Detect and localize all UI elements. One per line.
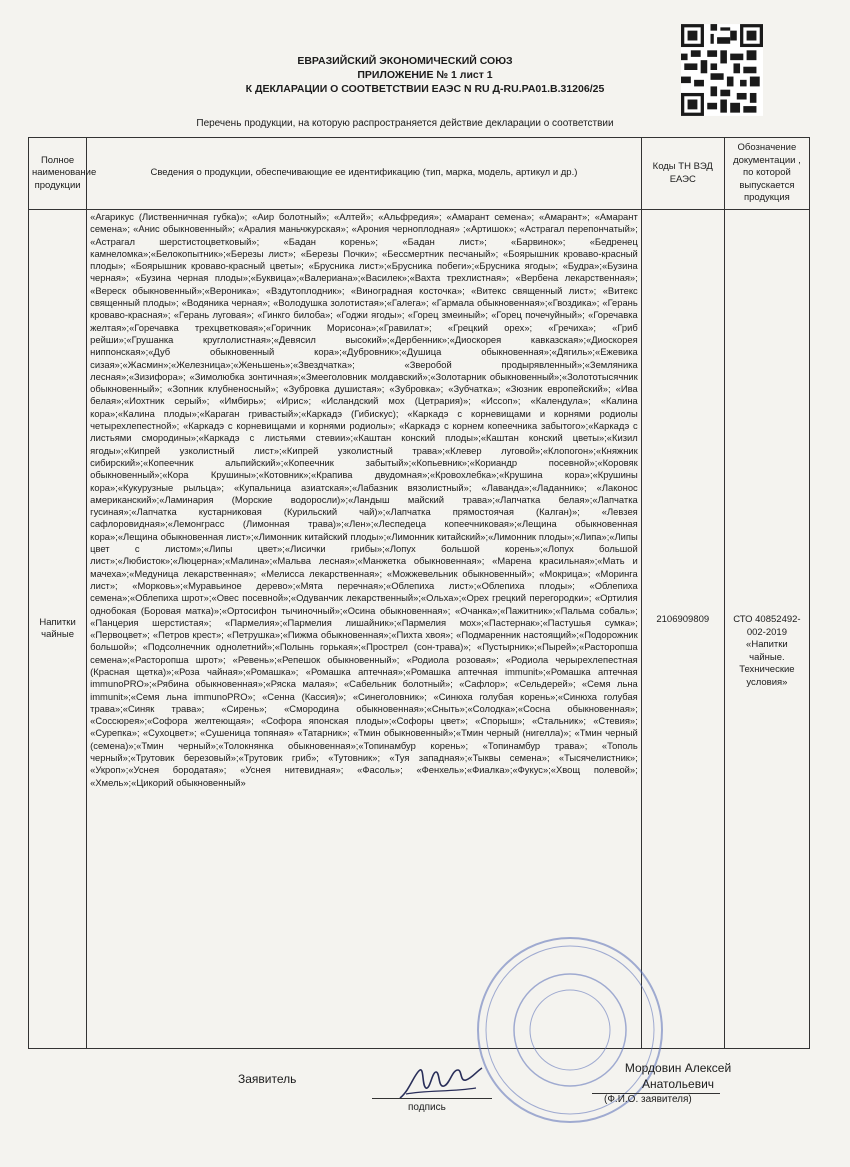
table-row — [29, 210, 810, 1049]
header-appendix: ПРИЛОЖЕНИЕ № 1 лист 1 — [357, 69, 493, 81]
product-table — [28, 137, 810, 1049]
header-union-title: ЕВРАЗИЙСКИЙ ЭКОНОМИЧЕСКИЙ СОЮЗ — [297, 55, 513, 67]
header-documentation: Обозначение документации , по которой выпускается продукция — [724, 138, 809, 210]
header-product-name: Полное наименование продукции — [29, 138, 87, 210]
header-product-info: Сведения о продукции, обеспечивающие ее идентификацию (тип, марка, модель, артикул и др.) — [87, 138, 642, 210]
fio-label: (Ф.И.О. заявителя) — [604, 1094, 692, 1105]
header-hs-codes: Коды ТН ВЭД ЕАЭС — [641, 138, 724, 210]
header-declaration-number: К ДЕКЛАРАЦИИ О СООТВЕТСТВИИ ЕАЭС N RU Д-RU.PA01.B.31206/25 — [245, 83, 605, 95]
product-list-text: «Агарикус (Лиственничная губка)»; «Аир болотный»; «Алтей»; «Альфредия»; «Амарант семена»; «Амарант»; «Амарант семена»; «Анис обыкновенный»; «Аралия маньчжурская»; «Арония черноплодная» ;«Артишок»; «Астрагал перепончатый»; «Астрагал шерстистоцветковый»; «Бадан корень»; «Бадан лист»; «Барвинок»; «Бедренец камнеломка»;«Белокопытник»;«Березы лист»; «Березы Почки»; «Бессмертник песчаный»; «Боярышник кроваво-красный плоды»; «Боярышник кроваво-красный цветы»; «Брусника лист»;«Брусника побеги»;«Брусника ягоды»; «Будра»;«Бузина черная»; «Бузина черная плоды»;«Буквица»;«Валериана»;«Василек»;«Вахта трехлистная»; «Вербена лекарственная»; «Вереск обыкновенный»;«Вероника»; «Вздутоплодник»; «Виноградная косточка»; «Витекс священный лист»; «Витекс священный плоды»; «Водяника черная»; «Володушка золотистая»;«Галега»; «Гармала обыкновенная»;«Гвоздика»; «Герань кроваво-красная»; «Герань луговая»; «Гинкго билоба»; «Годжи ягоды»; «Горец змеиный»; «Горец почечуйный»; «Горечавка желтая»;«Горечавка трехцветковая»;«Горичник Морисона»;«Гравилат»; «Грецкий орех»; «Гречиха»; «Гриб рейши»;«Грушанка круглолистная»;«Девясил высокий»;«Дербенник»;«Диоскорея кавказская»;«Диоскорея ниппонская»;«Дуб обыкновенный кора»;«Дубровник»;«Душица обыкновенная»;«Дягиль»;«Ежевика сизая»;«Жасмин»;«Железница»;«Женьшень»;«Звездчатка»; «Зверобой продырявленный»;«Земляника лесная»;«Зизифора»; «Зимолюбка зонтичная»;«Змееголовник молдавский»;«Золотарник обыкновенный»;«Золототысячник обыкновенный»; «Зопник клубненосный»; «Зубровка душистая»; «Зубровка»; «Зубчатка»; «Зюзник европейский»; «Ива белая»;«Иохтник серый»; «Имбирь»; «Ирис»; «Исландский мох (Цетрария)»; «Иссоп»; «Календула»; «Калина кора»;«Калина плоды»;«Караган гривастый»;«Каркадэ (Гибискус); «Каркадэ с корневищами и корнями родиолы четырехлепестной»; «Каркадэ с корневищами и корнями родиолы»; «Каркадэ с корнем копеечника забытого»;«Каркадэ с листьями смородины»;«Каркадэ с листьями стевии»;«Каштан конский плоды»;«Каштан конский цветы»;«Кизил ягоды»;«Кипрей узколистный лист»;«Кипрей узколистный трава»;«Клевер луговой»;«Клопогон»;«Княжник сибирский»;«Копеечник альпийский»;«Копеечник забытый»;«Копьевник»;«Кориандр посевной»;«Коровяк обыкновенный»;«Кора Крушины»;«Котовник»;«Крапива двудомная»;«Кровохлебка»;«Крушина кора»;«Крушины кора»;«Кукурузные рыльца»; «Купальница азиатская»;«Лабазник вязолистный»; «Лаванда»;«Ладанник»; «Лаконос американский»;«Ламинария (Морские водоросли)»;«Ландыш майский трава»;«Лапчатка белая»;«Лапчатка гусиная»;«Лапчатка кустарниковая (Курильский чай)»;«Лапчатка прямостоячая (Калган)»; «Левзея сафлоровидная»;«Лемонграсс (Лимонная трава)»;«Лен»;«Леспедеца копеечниковая»;«Лещина обыкновенная кора»;«Лещина обыкновенная лист»;«Лимонник китайский плоды»;«Лимонник китайский»;«Лимонник плоды»;«Липа»;«Липы цвет с листом»;«Липы цвет»;«Лисички грибы»;«Лопух большой корень»;«Лопух большой лист»;«Любисток»;«Люцерна»;«Малина»;«Мальва лесная»;«Манжетка обыкновенная»; «Марена красильная»;«Мать и мачеха»;«Медуница лекарственная»; «Мелисса лекарственная»; «Можжевельник обыкновенный»; «Мокрица»; «Моринга лист»; «Морковь»;«Муравьиное дерево»;«Мята перечная»;«Облепиха лист»;«Облепиха плоды»; «Облепиха семена»;«Облепиха шрот»;«Овес посевной»;«Одуванчик лекарственный»;«Ольха»;«Орех грецкий перегородки»; «Ортилия однобокая (Боровая матка)»;«Ортосифон тычиночный»;«Осина обыкновенная»; «Очанка»;«Пажитник»;«Пальма собаль»; «Панцерия шерстистая»; «Пармелия»;«Пармелия лишайник»;«Пармелия мох»;«Пастернак»;«Пастушья сумка»; «Первоцвет»; «Петров крест»; «Петрушка»;«Пижма обыкновенная»;«Пихта хвоя»; «Подмаренник настоящий»;«Подорожник большой»; «Подсолнечник однолетний»;«Полынь горькая»;«Прострел (сон-трава)»; «Пустырник»;«Пырей»;«Расторопша семена»;«Расторопша шрот»; «Ревень»;«Репешок обыкновенный»; «Родиола розовая»; «Родиола черырехлепестная (Красная щетка)»;«Роза чайная»;«Ромашка»; «Ромашка аптечная»;«Ромашка аптечная immunit»;«Ромашка аптечная immunoPRO»;«Рябина обыкновенная»;«Ряска малая»; «Сабельник болотный»; «Сафлор»; «Сельдерей»; «Семя льна immunit»;«Семя льна immunoPRO»; «Сенна (Кассия)»; «Синеголовник»; «Синюха голубая корень»;«Синюха голубая трава»;«Синяк трава»; «Сирень»; «Смородина обыкновенная»;«Сныть»;«Солодка»;«Сосна обыкновенная»; «Соссюрея»;«Софора желтеющая»; «Софора японская плоды»;«Софоры цвет»; «Спорыш»; «Стальник»; «Стевия»; «Сурепка»; «Сухоцвет»; «Сушеница топяная» «Татарник»; «Тмин обыкновенный»;«Тмин черный (нигелла)»; «Тмин черный (семена)»;«Тмин черный»;«Толокнянка обыкновенная»;«Топинамбур корень»; «Топинамбур трава»; «Тополь черный»;«Трутовик березовый»;«Трутовик гриб»; «Тутовник»; «Туя западная»;«Тыквы семена»; «Тысячелистник»; «Укроп»;«Уснея бородатая»; «Уснея нитевидная»; «Фасоль»; «Фенхель»;«Фиалка»;«Фукус»;«Хвощ полевой»; «Хмель»;«Цикорий обыкновенный» — [90, 211, 638, 788]
cell-product-list — [87, 210, 642, 1049]
applicant-name: Мордовин Алексей Анатольевич — [624, 1061, 732, 1091]
signature-block — [0, 1060, 850, 1120]
product-list-subtitle: Перечень продукции, на которую распространяется действие декларации о соответствии — [196, 118, 614, 129]
table-header-row — [29, 138, 810, 210]
applicant-label: Заявитель — [238, 1072, 297, 1086]
cell-product-name: Напитки чайные — [29, 210, 87, 1049]
signature-label: подпись — [408, 1102, 446, 1113]
signature-line — [372, 1098, 492, 1099]
document-header — [0, 54, 850, 96]
cell-hs-code: 2106909809 — [641, 210, 724, 1049]
cell-documentation: СТО 40852492-002-2019 «Напитки чайные. Технические условия» — [724, 210, 809, 1049]
